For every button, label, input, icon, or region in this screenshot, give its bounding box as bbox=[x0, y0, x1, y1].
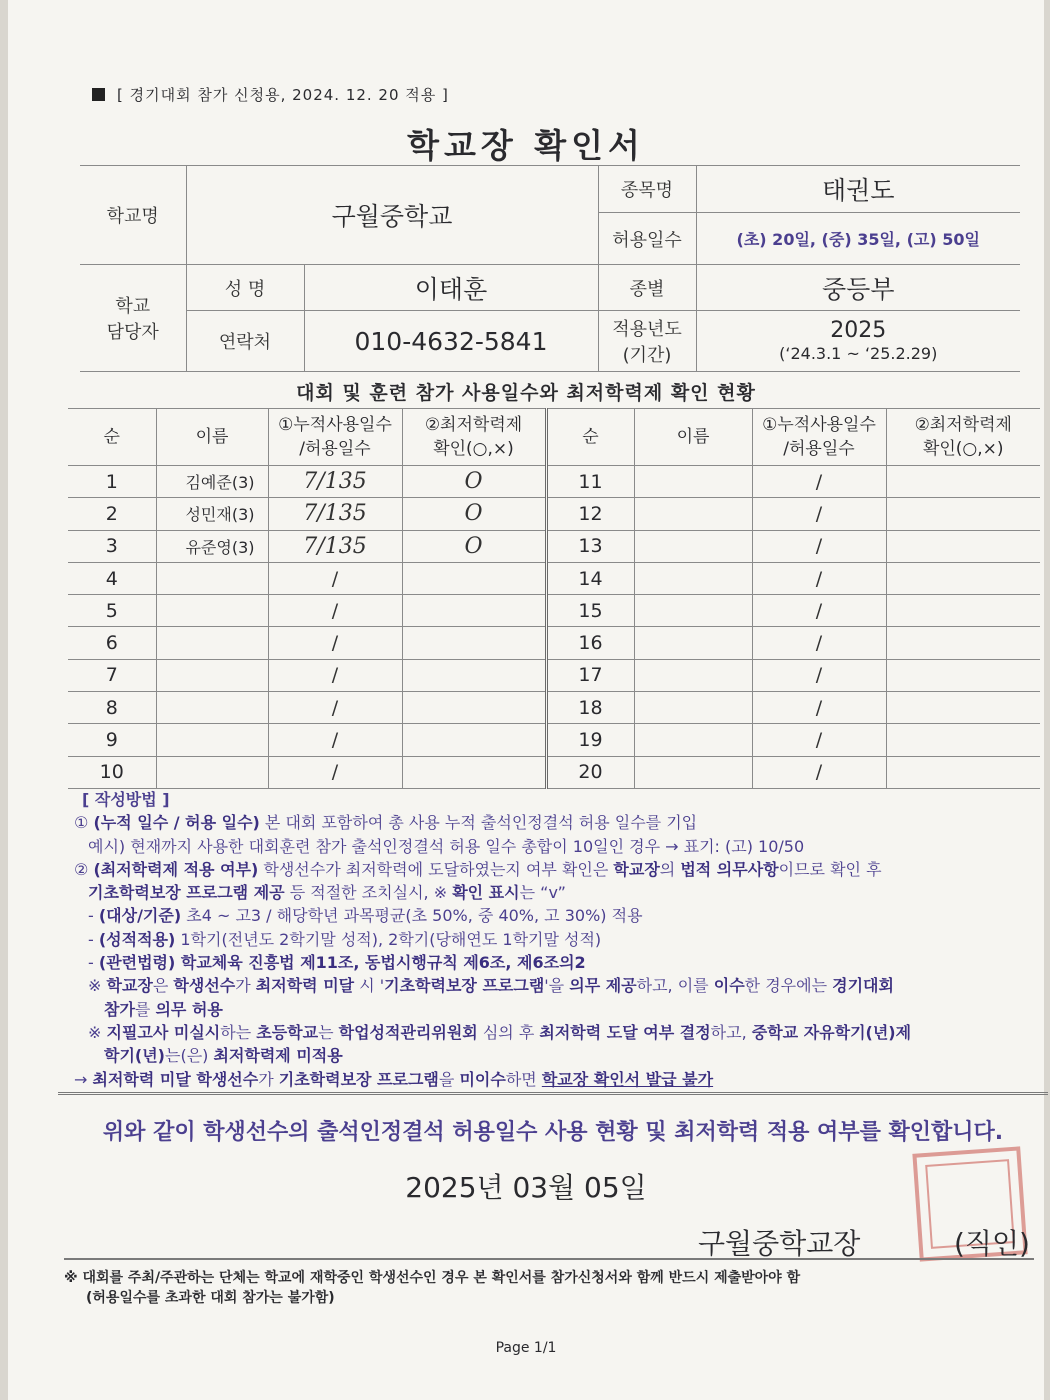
academic-check bbox=[402, 756, 546, 788]
student-name bbox=[634, 692, 752, 724]
days-used-allowed: 7/135 bbox=[268, 466, 402, 498]
row-number: 17 bbox=[546, 659, 634, 691]
category-value: 중등부 bbox=[696, 265, 1020, 311]
student-name bbox=[156, 627, 268, 659]
header-note-text: [ 경기대회 참가 신청용, 2024. 12. 20 적용 ] bbox=[117, 86, 449, 104]
document-page bbox=[8, 0, 1044, 1400]
days-used-allowed: / bbox=[268, 692, 402, 724]
footer-line-2: (허용일수를 초과한 대회 참가는 불가함) bbox=[86, 1290, 335, 1306]
contact-person-label bbox=[80, 265, 186, 372]
student-name bbox=[156, 595, 268, 627]
table-row bbox=[68, 530, 1040, 562]
contact-label-line1: 학교 bbox=[115, 296, 151, 317]
square-bullet-icon bbox=[92, 88, 105, 101]
row-number: 6 bbox=[68, 627, 156, 659]
year-label-line1: 적용년도 bbox=[612, 319, 682, 340]
header-days-line2: /허용일수 bbox=[299, 439, 371, 459]
header-days-line2: /허용일수 bbox=[783, 439, 855, 459]
academic-check bbox=[402, 692, 546, 724]
student-name: 성민재(3) bbox=[156, 498, 268, 530]
year-label bbox=[598, 311, 696, 372]
table-row bbox=[68, 466, 1040, 498]
student-name bbox=[634, 627, 752, 659]
table-row bbox=[68, 595, 1040, 627]
student-name bbox=[634, 595, 752, 627]
name-value: 이태훈 bbox=[304, 265, 598, 311]
academic-check bbox=[886, 659, 1040, 691]
student-name bbox=[634, 498, 752, 530]
instruction-line-3: ② (최저학력제 적용 여부) 학생선수가 최저학력에 도달하였는지 여부 확인은 학교장의 법적 의무사항이므로 확인 후 bbox=[74, 859, 882, 879]
student-name bbox=[634, 562, 752, 594]
academic-check: O bbox=[402, 498, 546, 530]
instruction-line-8: ※ 학교장은 학생선수가 최저학력 미달 시 '기초학력보장 프로그램'을 의무 제공하고, 이를 이수한 경우에는 경기대회 bbox=[88, 976, 894, 996]
header-note bbox=[92, 84, 449, 105]
days-used-allowed: 7/135 bbox=[268, 498, 402, 530]
issue-date: 2025년 03월 05일 bbox=[405, 1171, 647, 1204]
instruction-line-7: - (관련법령) 학교체육 진흥법 제11조, 동법시행규칙 제6조, 제6조의2 bbox=[88, 953, 586, 973]
row-number: 15 bbox=[546, 595, 634, 627]
student-name bbox=[156, 692, 268, 724]
student-name bbox=[634, 530, 752, 562]
instruction-line-12: → 최저학력 미달 학생선수가 기초학력보장 프로그램을 미이수하면 학교장 확인서 발급 불가 bbox=[74, 1069, 714, 1089]
academic-check bbox=[886, 692, 1040, 724]
instruction-line-6: - (성적적용) 1학기(전년도 2학기말 성적), 2학기(당해연도 1학기말 성적) bbox=[88, 929, 602, 949]
student-name bbox=[634, 466, 752, 498]
school-name: 구월중학교 bbox=[186, 166, 598, 265]
header-no-left: 순 bbox=[68, 409, 156, 466]
days-used-allowed: / bbox=[752, 724, 886, 756]
academic-check bbox=[886, 627, 1040, 659]
student-name: 유준영(3) bbox=[156, 530, 268, 562]
days-used-allowed: / bbox=[268, 756, 402, 788]
instructions-heading: [ 작성방법 ] bbox=[82, 790, 170, 809]
row-number: 7 bbox=[68, 659, 156, 691]
instruction-line-5: - (대상/기준) 초4 ~ 고3 / 해당학년 과목평균(초 50%, 중 40%, 고 30%) 적용 bbox=[88, 906, 643, 926]
document-title: 학교장 확인서 bbox=[407, 126, 645, 165]
academic-check: O bbox=[402, 530, 546, 562]
instruction-line-9: 참가를 의무 허용 bbox=[104, 999, 223, 1019]
instruction-line-11: 학기(년)는(은) 최저학력제 미적용 bbox=[104, 1046, 343, 1066]
row-number: 13 bbox=[546, 530, 634, 562]
academic-check bbox=[886, 724, 1040, 756]
row-number: 19 bbox=[546, 724, 634, 756]
header-check-line1: ②최저학력제 bbox=[914, 415, 1012, 435]
academic-check bbox=[402, 724, 546, 756]
allowed-days-value: (초) 20일, (중) 35일, (고) 50일 bbox=[696, 213, 1020, 265]
academic-check bbox=[886, 530, 1040, 562]
phone-label: 연락처 bbox=[186, 311, 304, 372]
student-name bbox=[156, 724, 268, 756]
days-used-allowed: / bbox=[752, 659, 886, 691]
academic-check bbox=[886, 498, 1040, 530]
contact-label-line2: 담당자 bbox=[106, 322, 159, 343]
status-table bbox=[68, 408, 1040, 789]
year-value: 2025 bbox=[830, 318, 887, 343]
days-used-allowed: / bbox=[752, 692, 886, 724]
student-name bbox=[634, 724, 752, 756]
table-row bbox=[68, 562, 1040, 594]
academic-check bbox=[402, 562, 546, 594]
academic-check bbox=[886, 466, 1040, 498]
academic-check: O bbox=[402, 466, 546, 498]
instruction-line-1: ① (누적 일수 / 허용 일수) 본 대회 포함하여 총 사용 누적 출석인정결석 허용 일수를 기입 bbox=[74, 813, 698, 833]
academic-check bbox=[402, 659, 546, 691]
footer-line-1: ※ 대회를 주최/주관하는 단체는 학교에 재학중인 학생선수인 경우 본 확인서를 참가신청서와 함께 반드시 제출받아야 함 bbox=[64, 1270, 801, 1286]
row-number: 5 bbox=[68, 595, 156, 627]
student-name bbox=[634, 659, 752, 691]
days-used-allowed: / bbox=[752, 756, 886, 788]
header-days-right bbox=[752, 409, 886, 466]
instructions bbox=[74, 788, 1034, 1091]
row-number: 16 bbox=[546, 627, 634, 659]
header-check-line2: 확인(○,×) bbox=[433, 439, 514, 459]
days-used-allowed: / bbox=[752, 530, 886, 562]
days-used-allowed: / bbox=[268, 627, 402, 659]
status-header-row bbox=[68, 409, 1040, 466]
section-title: 대회 및 훈련 참가 사용일수와 최저학력제 확인 현황 bbox=[296, 382, 756, 404]
header-check-line1: ②최저학력제 bbox=[424, 415, 523, 435]
days-used-allowed: / bbox=[268, 595, 402, 627]
academic-check bbox=[886, 595, 1040, 627]
info-table bbox=[80, 165, 1020, 372]
header-check-line2: 확인(○,×) bbox=[922, 439, 1004, 459]
row-number: 2 bbox=[68, 498, 156, 530]
table-row bbox=[68, 692, 1040, 724]
header-check-right bbox=[886, 409, 1040, 466]
instruction-line-10: ※ 지필고사 미실시하는 초등학교는 학업성적관리위원회 심의 후 최저학력 도달 여부 결정하고, 중학교 자유학기(년)제 bbox=[88, 1022, 912, 1042]
header-name-left: 이름 bbox=[156, 409, 268, 466]
year-period: (‘24.3.1 ~ ‘25.2.29) bbox=[779, 344, 938, 363]
row-number: 14 bbox=[546, 562, 634, 594]
row-number: 11 bbox=[546, 466, 634, 498]
days-used-allowed: / bbox=[268, 659, 402, 691]
table-row bbox=[68, 627, 1040, 659]
confirmation-statement: 위와 같이 학생선수의 출석인정결석 허용일수 사용 현황 및 최저학력 적용 여부를 확인합니다. bbox=[58, 1092, 1048, 1146]
signer-name: 구월중학교장 bbox=[698, 1227, 861, 1260]
student-name bbox=[156, 659, 268, 691]
academic-check bbox=[886, 562, 1040, 594]
days-used-allowed: / bbox=[752, 498, 886, 530]
year-label-line2: (기간) bbox=[622, 345, 672, 366]
event-label: 종목명 bbox=[598, 166, 696, 213]
row-number: 8 bbox=[68, 692, 156, 724]
table-row bbox=[68, 498, 1040, 530]
table-row bbox=[68, 724, 1040, 756]
row-number: 4 bbox=[68, 562, 156, 594]
event-value: 태권도 bbox=[696, 166, 1020, 213]
allowed-days-label: 허용일수 bbox=[598, 213, 696, 265]
header-name-right: 이름 bbox=[634, 409, 752, 466]
row-number: 10 bbox=[68, 756, 156, 788]
table-row bbox=[68, 659, 1040, 691]
student-name: 김예준(3) bbox=[156, 466, 268, 498]
row-number: 12 bbox=[546, 498, 634, 530]
row-number: 3 bbox=[68, 530, 156, 562]
header-check-left bbox=[402, 409, 546, 466]
category-label: 종별 bbox=[598, 265, 696, 311]
header-days-line1: ①누적사용일수 bbox=[278, 415, 392, 435]
days-used-allowed: / bbox=[268, 562, 402, 594]
days-used-allowed: 7/135 bbox=[268, 530, 402, 562]
header-no-right: 순 bbox=[546, 409, 634, 466]
days-used-allowed: / bbox=[752, 595, 886, 627]
header-days-line1: ①누적사용일수 bbox=[762, 415, 876, 435]
name-label: 성 명 bbox=[186, 265, 304, 311]
header-days-left bbox=[268, 409, 402, 466]
row-number: 20 bbox=[546, 756, 634, 788]
year-cell bbox=[696, 311, 1020, 372]
school-label: 학교명 bbox=[80, 166, 186, 265]
academic-check bbox=[402, 595, 546, 627]
days-used-allowed: / bbox=[752, 466, 886, 498]
student-name bbox=[634, 756, 752, 788]
page-number: Page 1/1 bbox=[495, 1340, 557, 1356]
footer-note bbox=[64, 1258, 1034, 1308]
student-name bbox=[156, 756, 268, 788]
student-name bbox=[156, 562, 268, 594]
seal-label: (직인) bbox=[954, 1227, 1030, 1260]
days-used-allowed: / bbox=[752, 562, 886, 594]
days-used-allowed: / bbox=[268, 724, 402, 756]
days-used-allowed: / bbox=[752, 627, 886, 659]
instruction-line-2: 예시) 현재까지 사용한 대회훈련 참가 출석인정결석 허용 일수 총합이 10일인 경우 → 표기: (고) 10/50 bbox=[88, 836, 805, 856]
academic-check bbox=[886, 756, 1040, 788]
academic-check bbox=[402, 627, 546, 659]
row-number: 9 bbox=[68, 724, 156, 756]
table-row bbox=[68, 756, 1040, 788]
row-number: 18 bbox=[546, 692, 634, 724]
phone-value: 010-4632-5841 bbox=[304, 311, 598, 372]
row-number: 1 bbox=[68, 466, 156, 498]
instruction-line-4: 기초학력보장 프로그램 제공 등 적절한 조치실시, ※ 확인 표시는 “v” bbox=[88, 883, 566, 903]
